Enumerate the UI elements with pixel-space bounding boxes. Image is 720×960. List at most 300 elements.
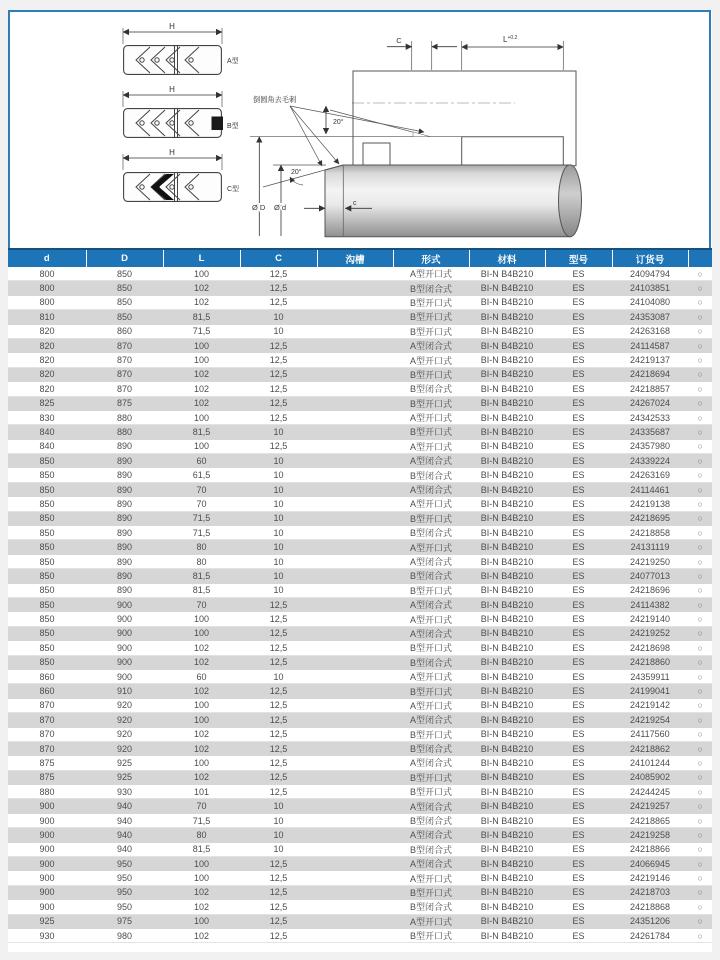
dim-h-label-a: H bbox=[169, 22, 175, 31]
cell-L: 100 bbox=[163, 698, 240, 712]
cell-order-no: 24077013 bbox=[612, 569, 688, 583]
table-row bbox=[8, 439, 712, 453]
cell-D: 930 bbox=[86, 785, 163, 799]
cell-D: 920 bbox=[86, 698, 163, 712]
cell-model: ES bbox=[545, 454, 612, 468]
table-row bbox=[8, 526, 712, 540]
cell-d: 875 bbox=[8, 756, 86, 770]
cell-form: B型闭合式 bbox=[393, 569, 469, 583]
cell-d: 820 bbox=[8, 353, 86, 367]
cell-material: BI-N B4B210 bbox=[469, 281, 545, 295]
cell-material: BI-N B4B210 bbox=[469, 655, 545, 669]
table-row bbox=[8, 396, 712, 410]
cell-form: B型开口式 bbox=[393, 295, 469, 309]
cell-material: BI-N B4B210 bbox=[469, 871, 545, 885]
cell-C: 10 bbox=[240, 569, 317, 583]
cell-D: 890 bbox=[86, 497, 163, 511]
table-row bbox=[8, 583, 712, 597]
cell-groove bbox=[317, 799, 393, 813]
cell-C: 10 bbox=[240, 468, 317, 482]
cell-order-no: 24244245 bbox=[612, 785, 688, 799]
cell-D: 925 bbox=[86, 770, 163, 784]
catalog-body bbox=[8, 267, 712, 943]
cell-D: 890 bbox=[86, 511, 163, 525]
col-header-model: 型号 bbox=[545, 249, 612, 267]
cell-form: B型闭合式 bbox=[393, 813, 469, 827]
dim-h-label-c: H bbox=[169, 148, 175, 157]
dim-c-shaft-label: c bbox=[353, 200, 357, 207]
cell-model: ES bbox=[545, 741, 612, 755]
cell-model: ES bbox=[545, 468, 612, 482]
cell-L: 71,5 bbox=[163, 511, 240, 525]
shaft-end-cap bbox=[559, 165, 582, 237]
cell-form: A型开口式 bbox=[393, 497, 469, 511]
cell-d: 820 bbox=[8, 382, 86, 396]
cell-form: B型闭合式 bbox=[393, 382, 469, 396]
cell-groove bbox=[317, 641, 393, 655]
cell-L: 102 bbox=[163, 885, 240, 899]
cell-form: A型开口式 bbox=[393, 914, 469, 928]
cell-order-no: 24218703 bbox=[612, 885, 688, 899]
cell-groove bbox=[317, 439, 393, 453]
table-row bbox=[8, 669, 712, 683]
cell-model: ES bbox=[545, 857, 612, 871]
cell-C: 12,5 bbox=[240, 713, 317, 727]
cell-groove bbox=[317, 497, 393, 511]
cell-order-no: 24261784 bbox=[612, 928, 688, 942]
cell-L: 81,5 bbox=[163, 310, 240, 324]
cell-material: BI-N B4B210 bbox=[469, 669, 545, 683]
cell-form: A型闭合式 bbox=[393, 799, 469, 813]
cell-D: 920 bbox=[86, 727, 163, 741]
cell-D: 900 bbox=[86, 612, 163, 626]
cell-d: 850 bbox=[8, 641, 86, 655]
cell-d: 900 bbox=[8, 885, 86, 899]
cell-form: B型开口式 bbox=[393, 310, 469, 324]
cell-groove bbox=[317, 612, 393, 626]
cell-model: ES bbox=[545, 669, 612, 683]
cell-C: 10 bbox=[240, 799, 317, 813]
cell-model: ES bbox=[545, 756, 612, 770]
cell-groove bbox=[317, 482, 393, 496]
cell-L: 100 bbox=[163, 914, 240, 928]
cell-form: A型开口式 bbox=[393, 871, 469, 885]
cell-L: 100 bbox=[163, 612, 240, 626]
cell-material: BI-N B4B210 bbox=[469, 698, 545, 712]
cell-C: 10 bbox=[240, 842, 317, 856]
availability-indicator: ○ bbox=[688, 871, 712, 885]
cell-order-no: 24263169 bbox=[612, 468, 688, 482]
cell-D: 975 bbox=[86, 914, 163, 928]
cell-D: 890 bbox=[86, 468, 163, 482]
angle-top-label: 20° bbox=[333, 119, 344, 126]
cell-model: ES bbox=[545, 439, 612, 453]
cell-d: 870 bbox=[8, 698, 86, 712]
cell-form: A型开口式 bbox=[393, 540, 469, 554]
cell-d: 850 bbox=[8, 497, 86, 511]
cell-groove bbox=[317, 295, 393, 309]
cell-d: 850 bbox=[8, 655, 86, 669]
cell-model: ES bbox=[545, 727, 612, 741]
cell-C: 12,5 bbox=[240, 267, 317, 281]
cell-material: BI-N B4B210 bbox=[469, 540, 545, 554]
cell-d: 900 bbox=[8, 871, 86, 885]
cell-D: 940 bbox=[86, 842, 163, 856]
cell-form: A型闭合式 bbox=[393, 597, 469, 611]
cell-C: 12,5 bbox=[240, 900, 317, 914]
cell-d: 850 bbox=[8, 554, 86, 568]
cell-groove bbox=[317, 727, 393, 741]
table-row bbox=[8, 281, 712, 295]
availability-indicator: ○ bbox=[688, 281, 712, 295]
cell-C: 12,5 bbox=[240, 382, 317, 396]
cell-model: ES bbox=[545, 828, 612, 842]
cell-form: A型闭合式 bbox=[393, 454, 469, 468]
cell-order-no: 24335687 bbox=[612, 425, 688, 439]
cell-model: ES bbox=[545, 482, 612, 496]
cell-d: 875 bbox=[8, 770, 86, 784]
cell-form: A型闭合式 bbox=[393, 338, 469, 352]
availability-indicator: ○ bbox=[688, 727, 712, 741]
cell-form: A型闭合式 bbox=[393, 828, 469, 842]
cell-order-no: 24219257 bbox=[612, 799, 688, 813]
table-row bbox=[8, 928, 712, 942]
cell-material: BI-N B4B210 bbox=[469, 425, 545, 439]
availability-indicator: ○ bbox=[688, 741, 712, 755]
cell-C: 12,5 bbox=[240, 641, 317, 655]
cell-material: BI-N B4B210 bbox=[469, 885, 545, 899]
cell-C: 10 bbox=[240, 482, 317, 496]
cell-material: BI-N B4B210 bbox=[469, 785, 545, 799]
availability-indicator: ○ bbox=[688, 684, 712, 698]
cell-model: ES bbox=[545, 928, 612, 942]
cell-d: 850 bbox=[8, 540, 86, 554]
table-row bbox=[8, 454, 712, 468]
cell-C: 12,5 bbox=[240, 928, 317, 942]
cell-groove bbox=[317, 511, 393, 525]
cell-material: BI-N B4B210 bbox=[469, 741, 545, 755]
angle-top-group bbox=[326, 106, 344, 134]
cell-order-no: 24342533 bbox=[612, 410, 688, 424]
cell-C: 10 bbox=[240, 540, 317, 554]
cell-d: 930 bbox=[8, 928, 86, 942]
cell-form: A型闭合式 bbox=[393, 626, 469, 640]
cell-D: 870 bbox=[86, 353, 163, 367]
cell-L: 100 bbox=[163, 871, 240, 885]
cell-L: 81,5 bbox=[163, 842, 240, 856]
cell-d: 830 bbox=[8, 410, 86, 424]
cell-order-no: 24219146 bbox=[612, 871, 688, 885]
cell-model: ES bbox=[545, 770, 612, 784]
cell-material: BI-N B4B210 bbox=[469, 641, 545, 655]
cell-order-no: 24114587 bbox=[612, 338, 688, 352]
table-row bbox=[8, 382, 712, 396]
cell-form: A型开口式 bbox=[393, 612, 469, 626]
cell-material: BI-N B4B210 bbox=[469, 828, 545, 842]
cell-material: BI-N B4B210 bbox=[469, 454, 545, 468]
availability-indicator: ○ bbox=[688, 526, 712, 540]
cell-d: 870 bbox=[8, 727, 86, 741]
dim-l-label: $L^{+0.2}$ bbox=[503, 35, 518, 44]
cell-material: BI-N B4B210 bbox=[469, 900, 545, 914]
cell-d: 840 bbox=[8, 425, 86, 439]
availability-indicator: ○ bbox=[688, 597, 712, 611]
availability-indicator: ○ bbox=[688, 857, 712, 871]
cell-order-no: 24219140 bbox=[612, 612, 688, 626]
table-row bbox=[8, 741, 712, 755]
technical-drawing-panel bbox=[8, 10, 711, 248]
cell-d: 900 bbox=[8, 813, 86, 827]
cell-order-no: 24353087 bbox=[612, 310, 688, 324]
table-row bbox=[8, 540, 712, 554]
table-row bbox=[8, 785, 712, 799]
cell-form: B型闭合式 bbox=[393, 526, 469, 540]
cell-L: 70 bbox=[163, 497, 240, 511]
cell-groove bbox=[317, 554, 393, 568]
cell-D: 870 bbox=[86, 338, 163, 352]
cell-L: 102 bbox=[163, 295, 240, 309]
availability-indicator: ○ bbox=[688, 713, 712, 727]
cell-order-no: 24219252 bbox=[612, 626, 688, 640]
availability-indicator: ○ bbox=[688, 842, 712, 856]
table-row bbox=[8, 410, 712, 424]
cell-order-no: 24114461 bbox=[612, 482, 688, 496]
cell-d: 900 bbox=[8, 857, 86, 871]
cell-L: 71,5 bbox=[163, 324, 240, 338]
cell-C: 12,5 bbox=[240, 914, 317, 928]
cell-d: 900 bbox=[8, 842, 86, 856]
cell-L: 100 bbox=[163, 857, 240, 871]
deburr-note-group bbox=[253, 95, 424, 166]
cell-material: BI-N B4B210 bbox=[469, 612, 545, 626]
cell-form: B型开口式 bbox=[393, 684, 469, 698]
cell-D: 860 bbox=[86, 324, 163, 338]
cell-groove bbox=[317, 756, 393, 770]
cell-d: 825 bbox=[8, 396, 86, 410]
availability-indicator: ○ bbox=[688, 756, 712, 770]
cell-groove bbox=[317, 842, 393, 856]
cell-form: B型闭合式 bbox=[393, 741, 469, 755]
cell-C: 12,5 bbox=[240, 871, 317, 885]
cell-groove bbox=[317, 526, 393, 540]
table-row bbox=[8, 353, 712, 367]
cell-model: ES bbox=[545, 540, 612, 554]
cell-material: BI-N B4B210 bbox=[469, 338, 545, 352]
cell-D: 870 bbox=[86, 382, 163, 396]
cell-groove bbox=[317, 583, 393, 597]
cell-d: 880 bbox=[8, 785, 86, 799]
shaft-body bbox=[325, 165, 570, 237]
cell-d: 860 bbox=[8, 669, 86, 683]
cell-C: 12,5 bbox=[240, 353, 317, 367]
cell-material: BI-N B4B210 bbox=[469, 295, 545, 309]
availability-indicator: ○ bbox=[688, 828, 712, 842]
cell-order-no: 24218868 bbox=[612, 900, 688, 914]
shaft-cross-section bbox=[325, 165, 582, 237]
cell-d: 850 bbox=[8, 583, 86, 597]
cell-groove bbox=[317, 468, 393, 482]
cell-d: 820 bbox=[8, 324, 86, 338]
table-row bbox=[8, 597, 712, 611]
col-header-form: 形式 bbox=[393, 249, 469, 267]
cell-groove bbox=[317, 597, 393, 611]
cell-material: BI-N B4B210 bbox=[469, 770, 545, 784]
cell-model: ES bbox=[545, 871, 612, 885]
table-row bbox=[8, 482, 712, 496]
cell-D: 890 bbox=[86, 454, 163, 468]
cell-model: ES bbox=[545, 799, 612, 813]
cell-L: 80 bbox=[163, 540, 240, 554]
availability-indicator: ○ bbox=[688, 454, 712, 468]
cell-L: 60 bbox=[163, 669, 240, 683]
cell-D: 880 bbox=[86, 410, 163, 424]
cell-C: 12,5 bbox=[240, 439, 317, 453]
cell-d: 800 bbox=[8, 267, 86, 281]
cell-D: 900 bbox=[86, 669, 163, 683]
cell-order-no: 24218857 bbox=[612, 382, 688, 396]
cell-material: BI-N B4B210 bbox=[469, 569, 545, 583]
table-row bbox=[8, 554, 712, 568]
cell-form: A型开口式 bbox=[393, 353, 469, 367]
cell-model: ES bbox=[545, 597, 612, 611]
cell-L: 102 bbox=[163, 684, 240, 698]
cell-C: 10 bbox=[240, 554, 317, 568]
cell-groove bbox=[317, 828, 393, 842]
cell-L: 102 bbox=[163, 367, 240, 381]
availability-indicator: ○ bbox=[688, 511, 712, 525]
cell-order-no: 24085902 bbox=[612, 770, 688, 784]
table-row bbox=[8, 713, 712, 727]
table-row bbox=[8, 914, 712, 928]
deburr-note-label: 倒圆角去毛刺 bbox=[253, 95, 297, 104]
housing-cross-section bbox=[330, 71, 576, 166]
table-row bbox=[8, 267, 712, 281]
cell-form: B型开口式 bbox=[393, 770, 469, 784]
cell-C: 12,5 bbox=[240, 785, 317, 799]
cell-groove bbox=[317, 410, 393, 424]
cell-L: 102 bbox=[163, 770, 240, 784]
cell-D: 950 bbox=[86, 885, 163, 899]
cell-d: 850 bbox=[8, 454, 86, 468]
table-row bbox=[8, 295, 712, 309]
cell-material: BI-N B4B210 bbox=[469, 928, 545, 942]
availability-indicator: ○ bbox=[688, 267, 712, 281]
cell-material: BI-N B4B210 bbox=[469, 813, 545, 827]
availability-indicator: ○ bbox=[688, 928, 712, 942]
cell-groove bbox=[317, 770, 393, 784]
table-row bbox=[8, 857, 712, 871]
cell-C: 10 bbox=[240, 813, 317, 827]
cell-order-no: 24066945 bbox=[612, 857, 688, 871]
cell-L: 71,5 bbox=[163, 813, 240, 827]
cell-D: 940 bbox=[86, 828, 163, 842]
cell-D: 890 bbox=[86, 569, 163, 583]
cell-material: BI-N B4B210 bbox=[469, 497, 545, 511]
cell-C: 10 bbox=[240, 583, 317, 597]
cell-material: BI-N B4B210 bbox=[469, 267, 545, 281]
cell-C: 12,5 bbox=[240, 281, 317, 295]
cell-d: 925 bbox=[8, 914, 86, 928]
availability-indicator: ○ bbox=[688, 295, 712, 309]
cell-order-no: 24219142 bbox=[612, 698, 688, 712]
cell-form: A型闭合式 bbox=[393, 554, 469, 568]
cell-D: 940 bbox=[86, 799, 163, 813]
cell-d: 850 bbox=[8, 569, 86, 583]
cell-material: BI-N B4B210 bbox=[469, 410, 545, 424]
cell-d: 870 bbox=[8, 741, 86, 755]
cell-groove bbox=[317, 310, 393, 324]
cell-C: 12,5 bbox=[240, 698, 317, 712]
cell-D: 850 bbox=[86, 267, 163, 281]
table-row bbox=[8, 813, 712, 827]
cell-L: 70 bbox=[163, 799, 240, 813]
cell-order-no: 24218860 bbox=[612, 655, 688, 669]
cell-groove bbox=[317, 785, 393, 799]
cell-form: B型开口式 bbox=[393, 511, 469, 525]
cell-order-no: 24218862 bbox=[612, 741, 688, 755]
cell-L: 102 bbox=[163, 900, 240, 914]
chevron-stack-b bbox=[124, 109, 222, 138]
cell-L: 100 bbox=[163, 626, 240, 640]
cell-form: B型开口式 bbox=[393, 583, 469, 597]
cell-material: BI-N B4B210 bbox=[469, 583, 545, 597]
seal-type-c-diagram bbox=[123, 148, 239, 201]
cell-D: 890 bbox=[86, 439, 163, 453]
cell-groove bbox=[317, 669, 393, 683]
table-row bbox=[8, 425, 712, 439]
cell-groove bbox=[317, 684, 393, 698]
cell-D: 850 bbox=[86, 310, 163, 324]
cell-order-no: 24218696 bbox=[612, 583, 688, 597]
cell-D: 940 bbox=[86, 813, 163, 827]
cell-L: 100 bbox=[163, 353, 240, 367]
seal-type-a-diagram bbox=[123, 22, 239, 74]
cell-form: B型闭合式 bbox=[393, 900, 469, 914]
availability-indicator: ○ bbox=[688, 367, 712, 381]
cell-D: 980 bbox=[86, 928, 163, 942]
table-row bbox=[8, 900, 712, 914]
cell-L: 102 bbox=[163, 396, 240, 410]
cell-material: BI-N B4B210 bbox=[469, 396, 545, 410]
catalog-header-row bbox=[8, 249, 712, 267]
cell-order-no: 24117560 bbox=[612, 727, 688, 741]
cell-material: BI-N B4B210 bbox=[469, 842, 545, 856]
seal-type-b-diagram bbox=[123, 85, 239, 137]
cell-d: 860 bbox=[8, 684, 86, 698]
cell-model: ES bbox=[545, 338, 612, 352]
cell-material: BI-N B4B210 bbox=[469, 353, 545, 367]
cell-model: ES bbox=[545, 785, 612, 799]
cell-form: B型闭合式 bbox=[393, 655, 469, 669]
cell-L: 81,5 bbox=[163, 569, 240, 583]
cell-material: BI-N B4B210 bbox=[469, 857, 545, 871]
cell-L: 70 bbox=[163, 482, 240, 496]
cell-groove bbox=[317, 338, 393, 352]
cell-material: BI-N B4B210 bbox=[469, 439, 545, 453]
cell-order-no: 24131119 bbox=[612, 540, 688, 554]
cell-C: 12,5 bbox=[240, 756, 317, 770]
cell-C: 12,5 bbox=[240, 612, 317, 626]
cell-C: 12,5 bbox=[240, 770, 317, 784]
cell-D: 925 bbox=[86, 756, 163, 770]
chevron-stack-a bbox=[124, 46, 222, 75]
cell-model: ES bbox=[545, 324, 612, 338]
table-row bbox=[8, 655, 712, 669]
cell-D: 900 bbox=[86, 641, 163, 655]
cell-model: ES bbox=[545, 885, 612, 899]
cell-D: 890 bbox=[86, 540, 163, 554]
cell-D: 900 bbox=[86, 597, 163, 611]
